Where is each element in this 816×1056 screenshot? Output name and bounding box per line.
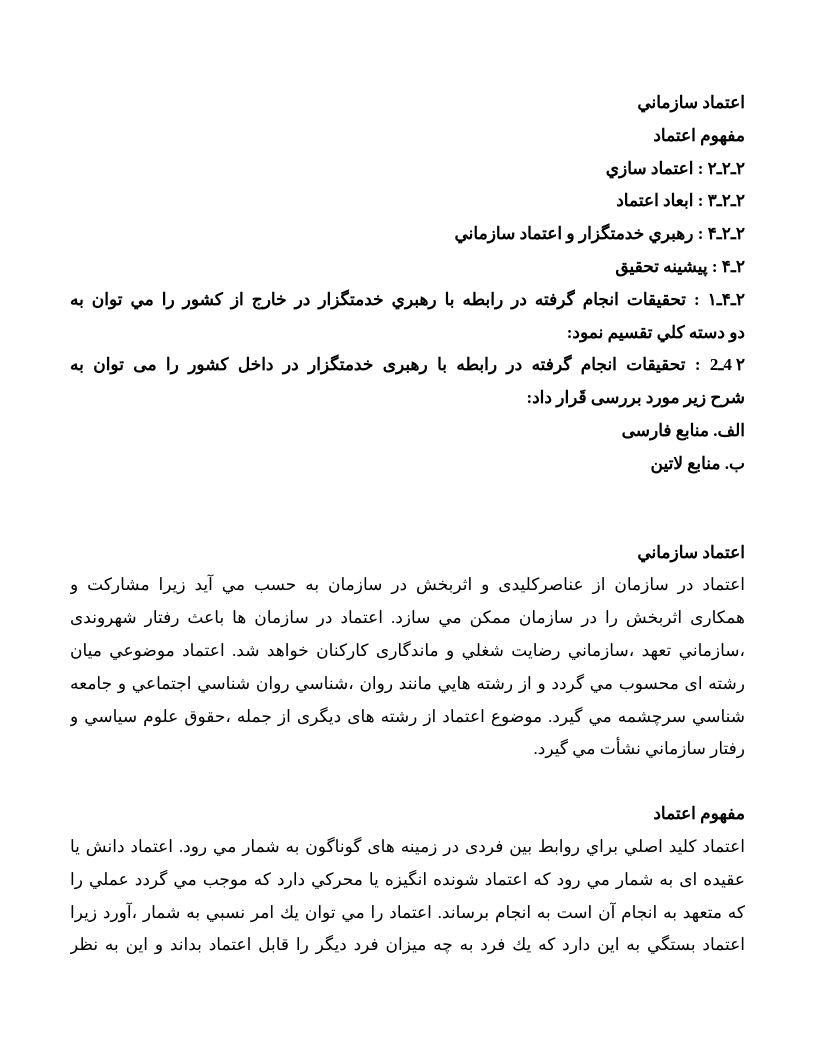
section-number: ۲ـ۲ـ۲	[707, 158, 745, 178]
toc-item-2-2-4	[70, 218, 745, 251]
paragraph-line: همکاری اثربخش را در سازمان ممکن مي سازد. اعتماد در سازمان ها باعث رفتار شهروندی	[70, 608, 745, 628]
vertical-gap	[70, 481, 745, 537]
toc-item-label: : اعتماد سازي	[605, 158, 708, 178]
vertical-gap	[70, 766, 745, 798]
toc-item-2-2-3	[70, 185, 745, 218]
toc-item-label: : تحقیقات انجام گرفته در رابطه با رهبری خدمتگزار در داخل کشور را می توان به	[70, 355, 710, 375]
paragraph-line: که متعهد به انجام آن است به انجام برساند. اعتماد را مي توان يك امر نسبي به شمار ،آورد زیرا	[70, 902, 745, 922]
toc-item-2-4	[70, 251, 745, 284]
toc-item-2-2-2	[70, 153, 745, 186]
list-item-persian-sources: الف. منابع فارسی	[621, 420, 745, 440]
section-heading-trust-concept: مفهوم اعتماد	[653, 804, 745, 824]
toc-item-2-4-1-continuation: دو دسته کلي تقسیم نمود:	[566, 322, 745, 342]
paragraph-line: اعتماد کلید اصلي براي روابط بین فردی در زمینه های گوناگون به شمار مي رود. اعتماد دانش یا	[70, 836, 745, 856]
toc-title-trust-concept: مفهوم اعتماد	[653, 125, 745, 145]
toc-item-2-4-1	[70, 284, 745, 317]
paragraph-line: شناسي سرچشمه مي گيرد. موضوع اعتماد از رشته های دیگری از جمله ،حقوق علوم سياسي و	[70, 706, 745, 726]
section-number: ۴ـ۲	[721, 256, 745, 276]
section-number: ۳ـ۲ـ۲	[707, 191, 745, 211]
paragraph-last-line: رفتار سازماني نشأت مي گيرد.	[533, 739, 745, 759]
paragraph-line: رشته ای محسوب مي گردد و از رشته هايي مانند روان ،شناسي روان شناسي اجتماعي و جامعه	[70, 673, 745, 693]
toc-item-label: : تحقیقات انجام گرفته در رابطه با رهبري خدمتگزار در خارج از کشور را مي توان به	[70, 289, 708, 309]
toc-title-organizational-trust: اعتماد سازماني	[637, 93, 745, 112]
paragraph-line: اعتماد بستگي به این دارد که يك فرد به چه میزان فرد دیگر را قابل اعتماد بداند و این به نظر	[70, 935, 745, 955]
toc-item-label: : رهبري خدمتگزار و اعتماد سازماني	[454, 224, 708, 244]
section-number-latin: 2ـ4	[709, 355, 732, 375]
section-number-persian: ۲	[735, 355, 745, 375]
paragraph-line: عقیده ای به شمار مي رود که اعتماد شونده انگیزه یا محرکي دارد که موجب مي گردد عملي را	[70, 869, 745, 889]
section-number: ۱ـ۴ـ۲	[707, 289, 745, 309]
list-item-latin-sources: ب. منابع لاتین	[650, 453, 745, 473]
toc-item-label: : ابعاد اعتماد	[616, 191, 708, 211]
page-content	[70, 87, 745, 962]
paragraph-line: ،سازماني تعهد ،سازماني رضایت شغلي و ماندگاری کارکنان خواهد شد. اعتماد موضوعي میان	[70, 640, 745, 660]
paragraph-line: اعتماد در سازمان از عناصرکلیدی و اثربخش در سازمان به حسب مي آید زیرا مشارکت و	[70, 575, 745, 595]
section-heading-organizational-trust: اعتماد سازماني	[637, 542, 745, 562]
section-number: ۴ـ۲ـ۲	[707, 224, 745, 244]
toc-item-label: : پیشینه تحقیق	[615, 256, 722, 276]
toc-item-2-4-2-continuation: شرح زیر مورد بررسی قَرار داد:	[526, 388, 745, 408]
toc-item-2-4-2	[70, 349, 745, 382]
